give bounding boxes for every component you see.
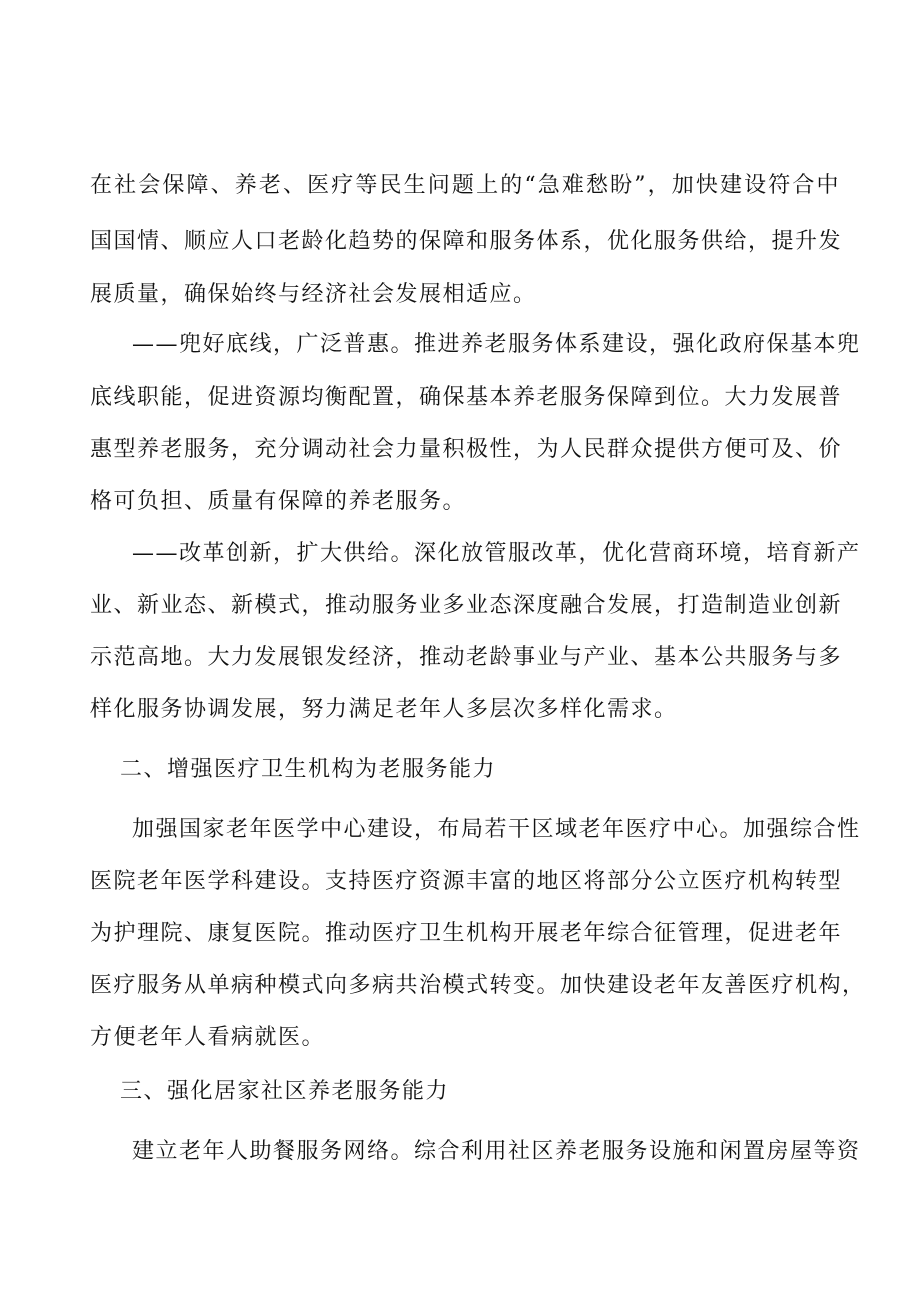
text-line: 建立老年人助餐服务网络。综合利用社区养老服务设施和闲置房屋等资 — [132, 1139, 861, 1164]
section-heading-home-community: 三、强化居家社区养老服务能力 — [120, 1079, 450, 1104]
text-line: ——改革创新，扩大供给。深化放管服改革，优化营商环境，培育新产 — [132, 541, 861, 566]
text-line: ——兜好底线，广泛普惠。推进养老服务体系建设，强化政府保基本兜 — [132, 332, 861, 357]
text-line: 加强国家老年医学中心建设，布局若干区域老年医疗中心。加强综合性 — [132, 817, 861, 842]
text-line: 医疗服务从单病种模式向多病共治模式转变。加快建设老年友善医疗机构， — [90, 973, 866, 998]
text-line: 为护理院、康复医院。推动医疗卫生机构开展老年综合征管理，促进老年 — [90, 921, 843, 946]
section-heading-medical: 二、增强医疗卫生机构为老服务能力 — [120, 757, 497, 782]
text-line: 惠型养老服务，充分调动社会力量积极性，为人民群众提供方便可及、价 — [90, 437, 843, 462]
text-line: 在社会保障、养老、医疗等民生问题上的“急难愁盼”，加快建设符合中 — [90, 173, 840, 198]
text-line: 医院老年医学科建设。支持医疗资源丰富的地区将部分公立医疗机构转型 — [90, 869, 843, 894]
text-line: 国国情、顺应人口老龄化趋势的保障和服务体系，优化服务供给，提升发 — [90, 229, 843, 254]
text-line: 业、新业态、新模式，推动服务业多业态深度融合发展，打造制造业创新 — [90, 593, 843, 618]
text-line: 展质量，确保始终与经济社会发展相适应。 — [90, 282, 537, 307]
text-line: 样化服务协调发展，努力满足老年人多层次多样化需求。 — [90, 697, 678, 722]
text-line: 示范高地。大力发展银发经济，推动老龄事业与产业、基本公共服务与多 — [90, 645, 843, 670]
text-line: 方便老年人看病就医。 — [90, 1025, 326, 1050]
text-line: 底线职能，促进资源均衡配置，确保基本养老服务保障到位。大力发展普 — [90, 385, 843, 410]
text-line: 格可负担、质量有保障的养老服务。 — [90, 489, 467, 514]
